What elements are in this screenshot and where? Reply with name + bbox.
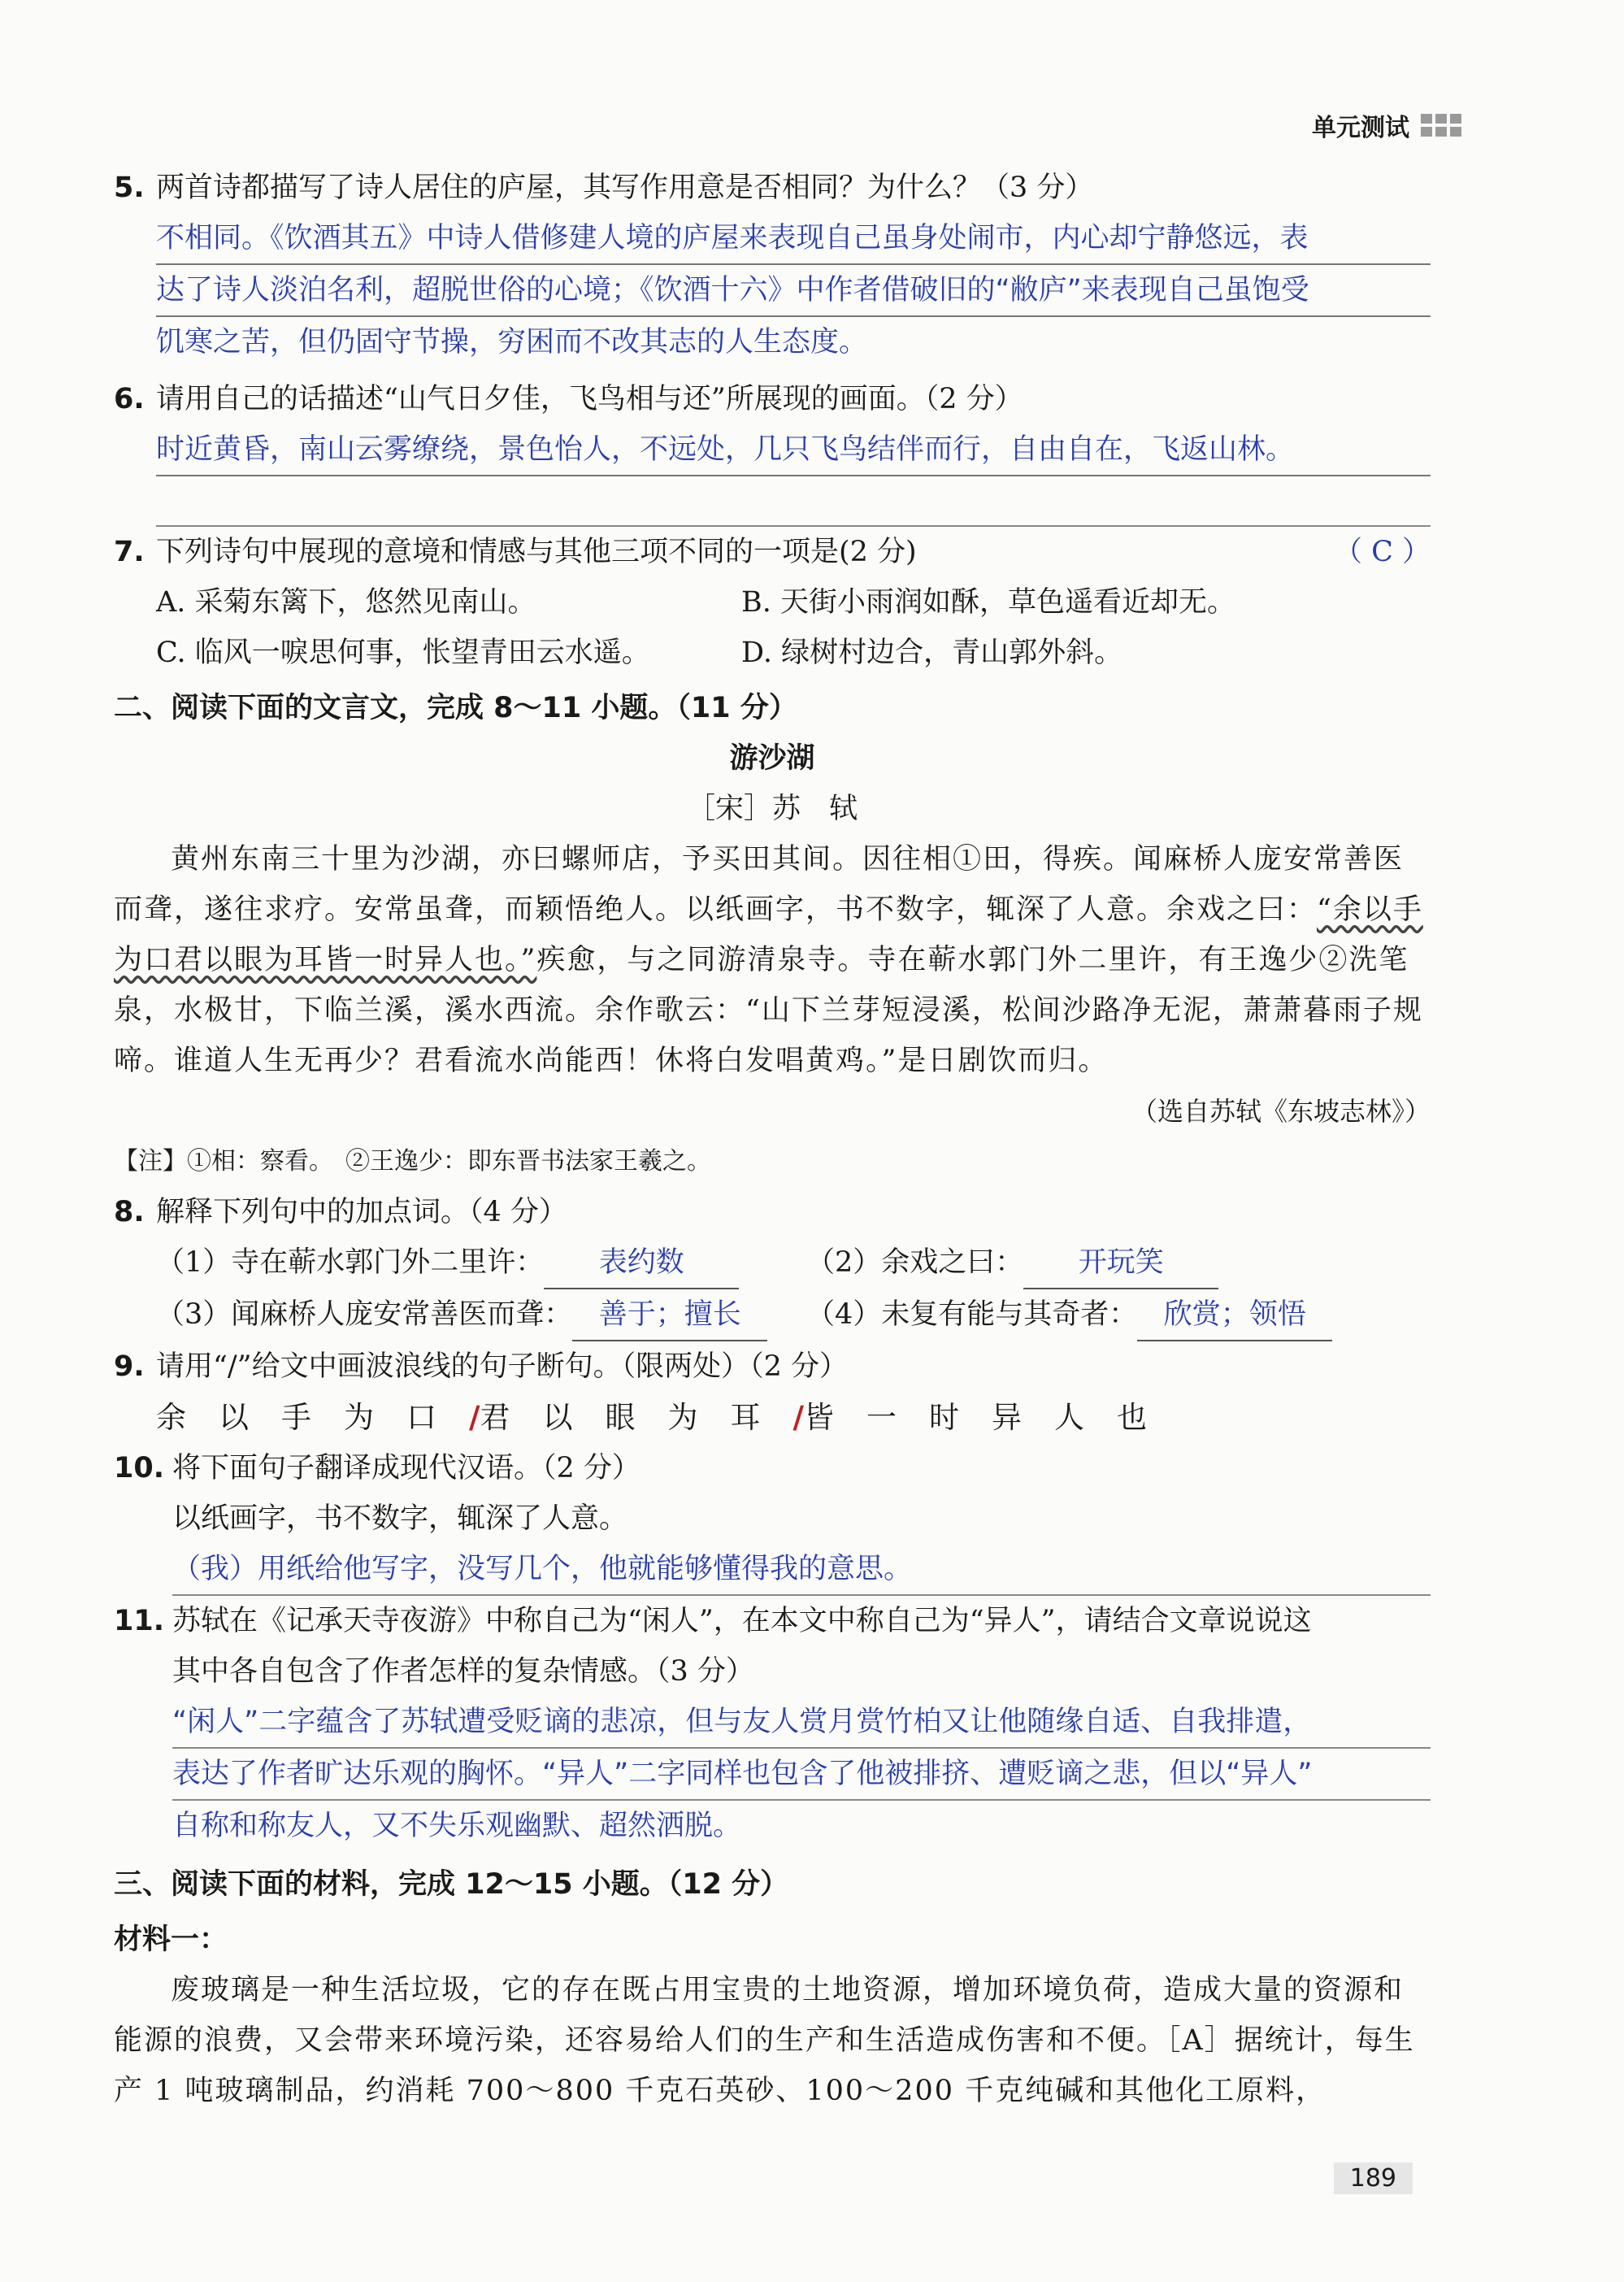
q8-item-label: （4）未复有能与其奇者： — [806, 1298, 1138, 1331]
q8-item-4 — [806, 1289, 1473, 1341]
question-10 — [114, 1443, 1431, 1493]
question-text: 请用“/”给文中画波浪线的句子断句。（限两处）（2 分） — [156, 1350, 848, 1383]
seq-part-3: 皆一时异人也 — [804, 1400, 1180, 1435]
option-d: D. 绿树村边合，青山郭外斜。 — [741, 637, 1123, 669]
question-11 — [114, 1596, 1431, 1646]
question-text: 两首诗都描写了诗人居住的庐屋，其写作用意是否相同？为什么？（3 分） — [156, 172, 1094, 204]
q8-item-3 — [156, 1289, 806, 1341]
material-label: 材料一： — [114, 1923, 228, 1956]
question-11-text-2: 其中各自包含了作者怎样的复杂情感。（3 分） — [172, 1655, 754, 1688]
answer-11-line1: “闲人”二字蕴含了苏轼遭受贬谪的悲凉，但与友人赏月赏竹柏又让他随缘自适、自我排遣， — [172, 1697, 1431, 1749]
question-text: 下列诗句中展现的意境和情感与其他三项不同的一项是(2 分) — [156, 536, 917, 568]
header-decoration-icon — [1421, 114, 1461, 137]
passage-paragraph — [114, 834, 1431, 1086]
question-text: 解释下列句中的加点词。（4 分） — [156, 1196, 567, 1228]
question-number: 5. — [114, 172, 145, 204]
answer-11-line3: 自称和称友人，又不失乐观幽默、超然洒脱。 — [172, 1810, 742, 1842]
q8-item-2 — [806, 1237, 1473, 1289]
q10-sentence: 以纸画字，书不数字，辄深了人意。 — [172, 1502, 628, 1535]
answer-5-line3: 饥寒之苦，但仍固守节操，穷困而不改其志的人生态度。 — [156, 326, 868, 359]
question-text: 将下面句子翻译成现代汉语。（2 分） — [172, 1452, 640, 1484]
q8-item-answer: 善于；擅长 — [572, 1289, 767, 1341]
question-text: 请用自己的话描述“山气日夕佳，飞鸟相与还”所展现的画面。（2 分） — [156, 383, 1023, 415]
question-number: 10. — [114, 1452, 165, 1484]
passage-note: 【注】①相：察看。 ②王逸少：即东晋书法家王羲之。 — [114, 1147, 711, 1176]
passage-title: 游沙湖 — [729, 742, 815, 775]
question-7 — [114, 527, 1431, 577]
options-7 — [156, 577, 1431, 678]
question-number: 11. — [114, 1605, 165, 1637]
option-b: B. 天街小雨润如酥，草色遥看近却无。 — [741, 586, 1235, 619]
question-5 — [114, 163, 1431, 213]
answer-5-line2: 达了诗人淡泊名利，超脱世俗的心境；《饮酒十六》中作者借破旧的“敝庐”来表现自己虽饱受 — [156, 265, 1431, 317]
slash-mark: / — [792, 1399, 805, 1435]
answer-7: （ C ） — [1333, 536, 1431, 568]
q8-items — [156, 1237, 1431, 1341]
question-6 — [114, 374, 1431, 424]
material-text: 废玻璃是一种生活垃圾，它的存在既占用宝贵的土地资源，增加环境负荷，造成大量的资源和能源的浪费，又会带来环境污染，还容易给人们的生产和生活造成伤害和不便。［A］据统计，每生产 1 吨玻璃制品，约消耗 700～800 千克石英砂、100～200 千克纯碱和其他化工原料， — [114, 1974, 1415, 2107]
question-number: 6. — [114, 383, 145, 415]
answer-11-line2: 表达了作者旷达乐观的胸怀。“异人”二字同样也包含了他被排挤、遭贬谪之悲，但以“异人” — [172, 1749, 1431, 1801]
passage-text-1: 黄州东南三十里为沙湖，亦曰螺师店，予买田其间。因往相①田，得疾。闻麻桥人庞安常善医而聋，遂往求疗。安常虽聋，而颖悟绝人。以纸画字，书不数字，辄深了人意。余戏之曰： — [114, 843, 1405, 926]
section-3-heading: 三、阅读下面的材料，完成 12～15 小题。（12 分） — [114, 1868, 789, 1901]
q8-item-answer: 欣赏；领悟 — [1137, 1289, 1332, 1341]
q8-item-label: （3）闻麻桥人庞安常善医而聋： — [156, 1298, 573, 1331]
question-text: 苏轼在《记承天寺夜游》中称自己为“闲人”，在本文中称自己为“异人”，请结合文章说说这 — [172, 1605, 1312, 1637]
answer-6-blank-line — [156, 476, 1431, 527]
q8-item-label: （1）寺在蕲水郭门外二里许： — [156, 1246, 545, 1279]
passage-text-2: 疾愈，与之同游清泉寺。寺在蕲水郭门外二里许，有王逸少②洗笔泉，水极甘，下临兰溪，溪水西流。余作歌云：“山下兰芽短浸溪，松间沙路净无泥，萧萧暮雨子规啼。谁道人生无再少？君看流水尚能西！休将白发唱黄鸡。”是日剧饮而归。 — [114, 944, 1423, 1077]
option-c: C. 临风一唳思何事，怅望青田云水遥。 — [156, 637, 650, 669]
passage-source: （选自苏轼《东坡志林》） — [1131, 1096, 1431, 1127]
q8-item-answer: 表约数 — [544, 1237, 739, 1289]
section-2-heading: 二、阅读下面的文言文，完成 8～11 小题。（11 分） — [114, 692, 797, 724]
page-header — [1312, 107, 1461, 143]
passage-wavy-sentence: “余以手为口君以眼为耳皆一时异人也。” — [114, 893, 1423, 976]
answer-6: 时近黄昏，南山云雾缭绕，景色怡人，不远处，几只飞鸟结伴而行，自由自在，飞返山林。 — [156, 424, 1431, 476]
question-9 — [114, 1341, 1431, 1392]
q8-item-label: （2）余戏之曰： — [806, 1246, 1024, 1279]
question-number: 7. — [114, 536, 145, 568]
seq-part-1: 余以手为口 — [156, 1400, 469, 1435]
answer-9-sequence — [156, 1392, 1431, 1443]
question-number: 9. — [114, 1350, 145, 1383]
answer-5-line1: 不相同。《饮酒其五》中诗人借修建人境的庐屋来表现自己虽身处闹市，内心却宁静悠远，表 — [156, 213, 1431, 265]
q8-item-1 — [156, 1237, 806, 1289]
option-a: A. 采菊东篱下，悠然见南山。 — [156, 586, 536, 619]
question-number: 8. — [114, 1196, 145, 1228]
page-number: 189 — [1334, 2162, 1413, 2194]
page-content — [114, 163, 1431, 2116]
question-8 — [114, 1187, 1431, 1237]
passage-author: ［宋］苏 轼 — [686, 793, 858, 825]
header-title: 单元测试 — [1312, 114, 1409, 142]
q8-item-answer: 开玩笑 — [1023, 1237, 1218, 1289]
answer-10: （我）用纸给他写字，没写几个，他就能够懂得我的意思。 — [172, 1544, 1431, 1596]
seq-part-2: 君以眼为耳 — [480, 1400, 793, 1435]
slash-mark: / — [469, 1399, 480, 1435]
